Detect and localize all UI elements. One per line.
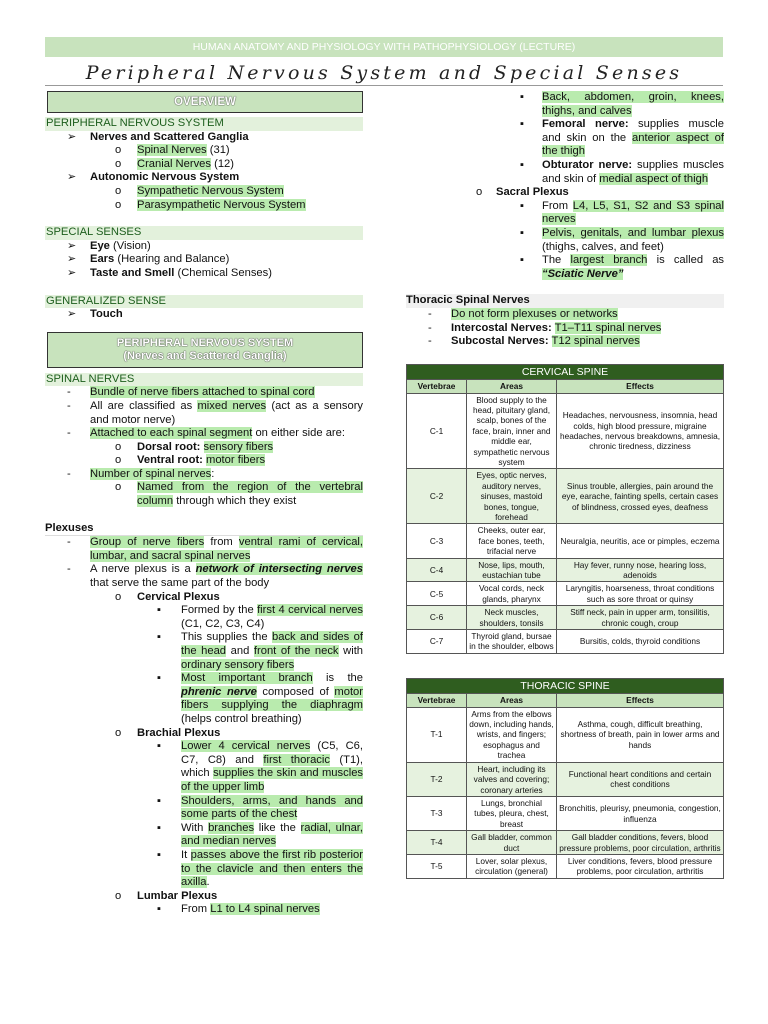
- list-item: ➢ Eye (Vision): [67, 239, 151, 252]
- list-item: ▪ Pelvis, genitals, and lumbar plexus (thighs, calves, and feet): [520, 226, 724, 253]
- column-header: Effects: [557, 380, 724, 393]
- square-bullet-icon: ▪: [157, 821, 161, 834]
- square-bullet-icon: ▪: [157, 848, 161, 861]
- cervical-spine-table: [406, 364, 724, 654]
- circle-bullet-icon: o: [115, 184, 122, 197]
- pns-box-heading: [47, 332, 363, 368]
- circle-bullet-icon: o: [115, 481, 122, 494]
- vertebra-cell: C-2: [407, 469, 467, 524]
- vertebra-cell: T-1: [407, 707, 467, 762]
- list-item: ➢ Touch: [67, 308, 123, 321]
- vertebra-cell: C-4: [407, 558, 467, 582]
- list-item: ▪ The largest branch is called as “Sciatic Nerve”: [520, 254, 725, 280]
- table-row: [407, 558, 724, 582]
- table-row: [407, 524, 724, 558]
- effects-cell: Sinus trouble, allergies, pain around the eye, earache, fainting spells, certain cases of blindness, crossed eyes, deafness: [557, 469, 724, 524]
- square-bullet-icon: ▪: [157, 903, 161, 916]
- list-item: ▪ It passes above the first rib posterior to the clavicle and then enters the axilla.: [157, 848, 363, 889]
- table-row: [407, 762, 724, 796]
- list-item: ▪ Most important branch is the phrenic nerve composed of motor fibers supplying the diaphragm (helps control breathing): [157, 672, 364, 725]
- square-bullet-icon: ▪: [157, 794, 161, 807]
- thoracic-spine-table: [406, 678, 724, 879]
- square-bullet-icon: ▪: [520, 226, 524, 239]
- effects-cell: Bronchitis, pleurisy, pneumonia, congestion, influenza: [557, 796, 724, 830]
- areas-cell: Arms from the elbows down, including hands, wrists, and fingers; esophagus and trachea: [467, 707, 557, 762]
- list-item: ➢ Taste and Smell (Chemical Senses): [67, 266, 272, 279]
- list-item: - Subcostal Nerves: T12 spinal nerves: [428, 335, 640, 348]
- square-bullet-icon: ▪: [520, 118, 524, 131]
- vertebra-cell: T-2: [407, 762, 467, 796]
- column-header: Areas: [467, 694, 557, 707]
- circle-bullet-icon: o: [115, 590, 122, 603]
- list-item: - A nerve plexus is a network of intersecting nerves that serve the same part of the body: [67, 563, 364, 590]
- list-item: o Ventral root: motor fibers: [115, 454, 266, 467]
- list-item: o Lumbar Plexus: [115, 889, 218, 902]
- table-row: [407, 582, 724, 606]
- left-column: [45, 91, 363, 917]
- square-bullet-icon: ▪: [520, 254, 524, 267]
- arrow-bullet-icon: ➢: [67, 239, 77, 252]
- table-row: [407, 796, 724, 830]
- list-item: ▪ With branches like the radial, ulnar, and median nerves: [157, 821, 364, 848]
- column-header: Vertebrae: [407, 694, 467, 707]
- pns-box-line1: PERIPHERAL NERVOUS SYSTEM: [116, 336, 294, 349]
- square-bullet-icon: ▪: [157, 604, 161, 617]
- areas-cell: Gall bladder, common duct: [467, 831, 557, 855]
- right-column: [406, 91, 724, 879]
- list-item: ▪ Obturator nerve: supplies muscles and skin of medial aspect of thigh: [520, 158, 725, 185]
- vertebra-cell: T-4: [407, 831, 467, 855]
- table-row: [407, 393, 724, 469]
- plexuses-title: Plexuses: [45, 522, 363, 537]
- table-row: [407, 606, 724, 630]
- list-item: - Number of spinal nerves:: [67, 467, 215, 480]
- list-item: - All are classified as mixed nerves (act as a sensory and motor nerve): [67, 399, 364, 426]
- list-item: o Sacral Plexus: [476, 186, 569, 199]
- list-item: o Cervical Plexus: [115, 590, 220, 603]
- areas-cell: Lover, solar plexus, circulation (general): [467, 854, 557, 878]
- list-item: - Do not form plexuses or networks: [428, 307, 618, 320]
- list-item: ▪ Shoulders, arms, and hands and some parts of the chest: [157, 794, 363, 821]
- list-item: - Attached to each spinal segment on either side are:: [67, 427, 345, 440]
- effects-cell: Asthma, cough, difficult breathing, shortness of breath, pain in lower arms and hands: [557, 707, 724, 762]
- effects-cell: Laryngitis, hoarseness, throat conditions such as sore throat or quinsy: [557, 582, 724, 606]
- list-item: - Intercostal Nerves: T1–T11 spinal nerves: [428, 321, 662, 334]
- page-title: Peripheral Nervous System and Special Senses: [45, 60, 723, 86]
- effects-cell: Gall bladder conditions, fevers, blood pressure problems, poor circulation, arthritis: [557, 831, 724, 855]
- table-title: THORACIC SPINE: [407, 678, 724, 693]
- circle-bullet-icon: o: [115, 198, 122, 211]
- circle-bullet-icon: o: [115, 157, 122, 170]
- effects-cell: Stiff neck, pain in upper arm, tonsilitis, chronic cough, croup: [557, 606, 724, 630]
- square-bullet-icon: ▪: [520, 158, 524, 171]
- list-item: o Named from the region of the vertebral column through which they exist: [115, 481, 363, 508]
- list-item: ➢ Nerves and Scattered Ganglia: [67, 130, 249, 143]
- circle-bullet-icon: o: [115, 454, 122, 467]
- areas-cell: Nose, lips, mouth, eustachian tube: [467, 558, 557, 582]
- areas-cell: Thyroid gland, bursae in the shoulder, elbows: [467, 630, 557, 654]
- generalized-sense-title: GENERALIZED SENSE: [45, 295, 363, 309]
- effects-cell: Functional heart conditions and certain chest conditions: [557, 762, 724, 796]
- table-row: [407, 630, 724, 654]
- list-item: o Spinal Nerves (31): [115, 144, 230, 157]
- effects-cell: Bursitis, colds, thyroid conditions: [557, 630, 724, 654]
- areas-cell: Blood supply to the head, pituitary gland, scalp, bones of the face, brain, inner and middle ear, sympathetic nervous system: [467, 393, 557, 469]
- arrow-bullet-icon: ➢: [67, 308, 77, 321]
- vertebra-cell: C-3: [407, 524, 467, 558]
- areas-cell: Eyes, optic nerves, auditory nerves, sinuses, mastoid bones, tongue, forehead: [467, 469, 557, 524]
- list-item: ▪ This supplies the back and sides of the head and front of the neck with ordinary sensory fibers: [157, 631, 364, 671]
- vertebra-cell: T-3: [407, 796, 467, 830]
- overview-heading: OVERVIEW: [47, 91, 363, 113]
- areas-cell: Neck muscles, shoulders, tonsils: [467, 606, 557, 630]
- areas-cell: Vocal cords, neck glands, pharynx: [467, 582, 557, 606]
- list-item: o Brachial Plexus: [115, 726, 221, 739]
- pns-box-line2: (Nerves and Scattered Ganglia): [123, 349, 287, 362]
- table-title: CERVICAL SPINE: [407, 364, 724, 379]
- list-item: ▪ From L1 to L4 spinal nerves: [157, 903, 320, 916]
- circle-bullet-icon: o: [115, 726, 122, 739]
- square-bullet-icon: ▪: [520, 91, 524, 103]
- spinal-nerves-title: SPINAL NERVES: [45, 373, 363, 387]
- list-item: ➢ Autonomic Nervous System: [67, 171, 240, 184]
- square-bullet-icon: ▪: [157, 740, 161, 753]
- circle-bullet-icon: o: [115, 889, 122, 902]
- list-item: ▪ From L4, L5, S1, S2 and S3 spinal nerves: [520, 199, 725, 226]
- list-item: o Parasympathetic Nervous System: [115, 198, 306, 211]
- list-item: - Bundle of nerve fibers attached to spinal cord: [67, 386, 315, 399]
- arrow-bullet-icon: ➢: [67, 171, 77, 184]
- arrow-bullet-icon: ➢: [67, 130, 77, 143]
- square-bullet-icon: ▪: [520, 199, 524, 212]
- square-bullet-icon: ▪: [157, 631, 161, 644]
- circle-bullet-icon: o: [115, 440, 122, 453]
- arrow-bullet-icon: ➢: [67, 253, 77, 266]
- column-header: Vertebrae: [407, 380, 467, 393]
- effects-cell: Headaches, nervousness, insomnia, head colds, high blood pressure, migraine headaches, nervous breakdowns, amnesia, chronic tiredness, dizziness: [557, 393, 724, 469]
- list-item: ➢ Ears (Hearing and Balance): [67, 253, 230, 266]
- list-item: ▪ Lower 4 cervical nerves (C5, C6, C7, C8) and first thoracic (T1), which supplies the skin and muscles of the upper limb: [157, 740, 364, 793]
- course-banner: HUMAN ANATOMY AND PHYSIOLOGY WITH PATHOPHYSIOLOGY (LECTURE): [45, 37, 723, 57]
- column-header: Effects: [557, 694, 724, 707]
- special-senses-title: SPECIAL SENSES: [45, 226, 363, 240]
- areas-cell: Lungs, bronchial tubes, pleura, chest, breast: [467, 796, 557, 830]
- square-bullet-icon: ▪: [157, 672, 161, 685]
- areas-cell: Cheeks, outer ear, face bones, teeth, trifacial nerve: [467, 524, 557, 558]
- list-item: ▪ Back, abdomen, groin, knees, thighs, and calves: [520, 91, 724, 117]
- effects-cell: Liver conditions, fevers, blood pressure problems, poor circulation, arthritis: [557, 854, 724, 878]
- list-item: ▪ Formed by the first 4 cervical nerves (C1, C2, C3, C4): [157, 604, 363, 630]
- thoracic-nerves-title: Thoracic Spinal Nerves: [406, 294, 724, 308]
- vertebra-cell: C-6: [407, 606, 467, 630]
- table-row: [407, 469, 724, 524]
- list-item: o Dorsal root: sensory fibers: [115, 440, 274, 453]
- list-item: o Cranial Nerves (12): [115, 157, 235, 170]
- circle-bullet-icon: o: [115, 144, 122, 157]
- column-header: Areas: [467, 380, 557, 393]
- vertebra-cell: C-1: [407, 393, 467, 469]
- list-item: o Sympathetic Nervous System: [115, 184, 284, 197]
- effects-cell: Neuralgia, neuritis, ace or pimples, eczema: [557, 524, 724, 558]
- circle-bullet-icon: o: [476, 186, 483, 199]
- table-row: [407, 831, 724, 855]
- arrow-bullet-icon: ➢: [67, 266, 77, 279]
- areas-cell: Heart, including its valves and covering; coronary arteries: [467, 762, 557, 796]
- table-row: [407, 854, 724, 878]
- effects-cell: Hay fever, runny nose, hearing loss, adenoids: [557, 558, 724, 582]
- list-item: - Group of nerve fibers from ventral rami of cervical, lumbar, and sacral spinal nerves: [67, 536, 364, 562]
- table-row: [407, 707, 724, 762]
- vertebra-cell: C-7: [407, 630, 467, 654]
- vertebra-cell: T-5: [407, 854, 467, 878]
- list-item: ▪ Femoral nerve: supplies muscle and skin on the anterior aspect of the thigh: [520, 118, 724, 158]
- pns-section-title: PERIPHERAL NERVOUS SYSTEM: [45, 117, 363, 131]
- vertebra-cell: C-5: [407, 582, 467, 606]
